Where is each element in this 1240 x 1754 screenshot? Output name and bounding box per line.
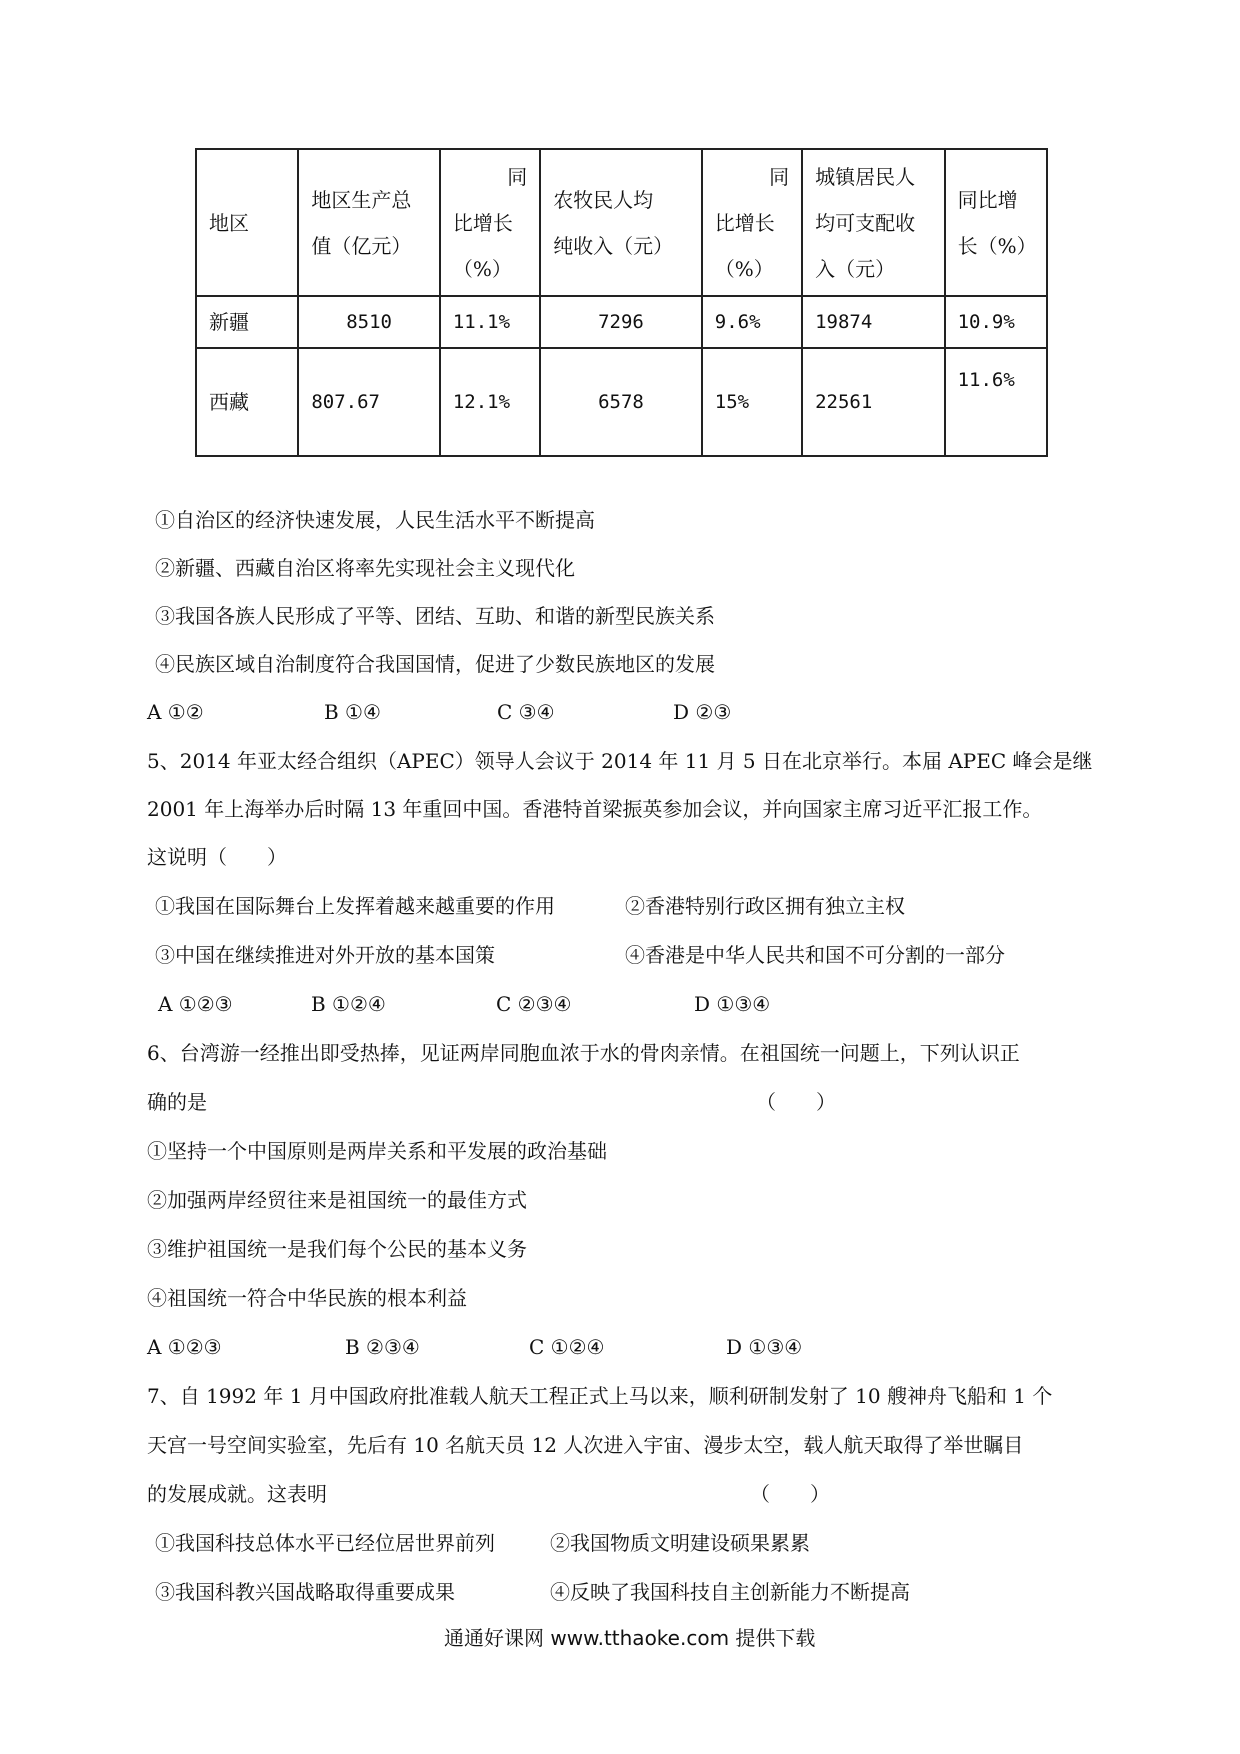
table-cell: 7296 xyxy=(540,296,702,348)
q4-item: ④民族区域自治制度符合我国国情，促进了少数民族地区的发展 xyxy=(155,652,715,676)
q7-stem-line: 7、自 1992 年 1 月中国政府批准载人航天工程正式上马以来，顺利研制发射了 10 艘神舟飞船和 1 个 xyxy=(147,1384,1053,1408)
header-cell: 同 比增长 （%） xyxy=(702,149,802,296)
q5-option-d: D ①③④ xyxy=(694,992,771,1016)
table-cell: 22561 xyxy=(802,348,945,456)
table-cell: 10.9% xyxy=(945,296,1047,348)
q5-item: ②香港特别行政区拥有独立主权 xyxy=(625,894,905,918)
table-cell: 807.67 xyxy=(298,348,439,456)
table-cell: 19874 xyxy=(802,296,945,348)
header-cell: 农牧民人均 纯收入（元） xyxy=(540,149,702,296)
table-cell: 15% xyxy=(702,348,802,456)
q5-stem-line: 5、2014 年亚太经合组织（APEC）领导人会议于 2014 年 11 月 5 日在北京举行。本届 APEC 峰会是继 xyxy=(147,749,1093,773)
header-cell: 同比增 长（%） xyxy=(945,149,1047,296)
q5-stem-line: 这说明（ ） xyxy=(147,845,287,869)
q6-option-c: C ①②④ xyxy=(529,1335,605,1359)
q7-item: ②我国物质文明建设硕果累累 xyxy=(550,1531,810,1555)
table-row xyxy=(196,296,1047,348)
statistics-table xyxy=(195,148,1048,457)
header-cell: 城镇居民人 均可支配收 入（元） xyxy=(802,149,945,296)
q4-option-b: B ①④ xyxy=(324,700,381,724)
q6-stem-line: 确的是 xyxy=(147,1090,207,1114)
table-cell: 9.6% xyxy=(702,296,802,348)
q7-stem-line: 的发展成就。这表明 xyxy=(147,1482,327,1506)
q5-option-a: A ①②③ xyxy=(158,992,233,1016)
q4-item: ①自治区的经济快速发展，人民生活水平不断提高 xyxy=(155,508,595,532)
table-cell: 新疆 xyxy=(196,296,298,348)
table-cell: 西藏 xyxy=(196,348,298,456)
q7-answer-paren: （ ） xyxy=(750,1482,830,1506)
q5-item: ③中国在继续推进对外开放的基本国策 xyxy=(155,943,495,967)
q4-option-d: D ②③ xyxy=(673,700,732,724)
table-row xyxy=(196,348,1047,456)
q6-item: ③维护祖国统一是我们每个公民的基本义务 xyxy=(147,1237,527,1261)
table-cell: 11.6% xyxy=(945,348,1047,456)
q4-item: ②新疆、西藏自治区将率先实现社会主义现代化 xyxy=(155,556,575,580)
q7-item: ④反映了我国科技自主创新能力不断提高 xyxy=(550,1580,910,1604)
q6-item: ①坚持一个中国原则是两岸关系和平发展的政治基础 xyxy=(147,1139,607,1163)
q6-option-b: B ②③④ xyxy=(345,1335,420,1359)
q7-stem-line: 天宫一号空间实验室，先后有 10 名航天员 12 人次进入宇宙、漫步太空，载人航天取得了举世瞩目 xyxy=(147,1433,1024,1457)
header-cell: 地区生产总 值（亿元） xyxy=(298,149,439,296)
table-header-row xyxy=(196,149,1047,296)
header-cell: 地区 xyxy=(196,149,298,296)
q5-item: ①我国在国际舞台上发挥着越来越重要的作用 xyxy=(155,894,555,918)
q6-option-a: A ①②③ xyxy=(147,1335,222,1359)
q5-stem-line: 2001 年上海举办后时隔 13 年重回中国。香港特首梁振英参加会议，并向国家主席习近平汇报工作。 xyxy=(147,797,1043,821)
header-cell: 同 比增长 （%） xyxy=(440,149,540,296)
table-cell: 6578 xyxy=(540,348,702,456)
q5-option-b: B ①②④ xyxy=(311,992,386,1016)
q5-option-c: C ②③④ xyxy=(496,992,572,1016)
table-cell: 11.1% xyxy=(440,296,540,348)
q6-item: ②加强两岸经贸往来是祖国统一的最佳方式 xyxy=(147,1188,527,1212)
q6-option-d: D ①③④ xyxy=(726,1335,803,1359)
q4-option-c: C ③④ xyxy=(497,700,555,724)
q4-option-a: A ①② xyxy=(147,700,204,724)
table-cell: 12.1% xyxy=(440,348,540,456)
q7-item: ①我国科技总体水平已经位居世界前列 xyxy=(155,1531,495,1555)
q6-answer-paren: （ ） xyxy=(756,1090,836,1114)
q6-stem-line: 6、台湾游一经推出即受热捧，见证两岸同胞血浓于水的骨肉亲情。在祖国统一问题上，下列认识正 xyxy=(147,1041,1020,1065)
q7-item: ③我国科教兴国战略取得重要成果 xyxy=(155,1580,455,1604)
footer-text: 通通好课网 www.tthaoke.com 提供下载 xyxy=(444,1626,816,1650)
q4-item: ③我国各族人民形成了平等、团结、互助、和谐的新型民族关系 xyxy=(155,604,715,628)
q5-item: ④香港是中华人民共和国不可分割的一部分 xyxy=(625,943,1005,967)
q6-item: ④祖国统一符合中华民族的根本利益 xyxy=(147,1286,467,1310)
table-cell: 8510 xyxy=(298,296,439,348)
